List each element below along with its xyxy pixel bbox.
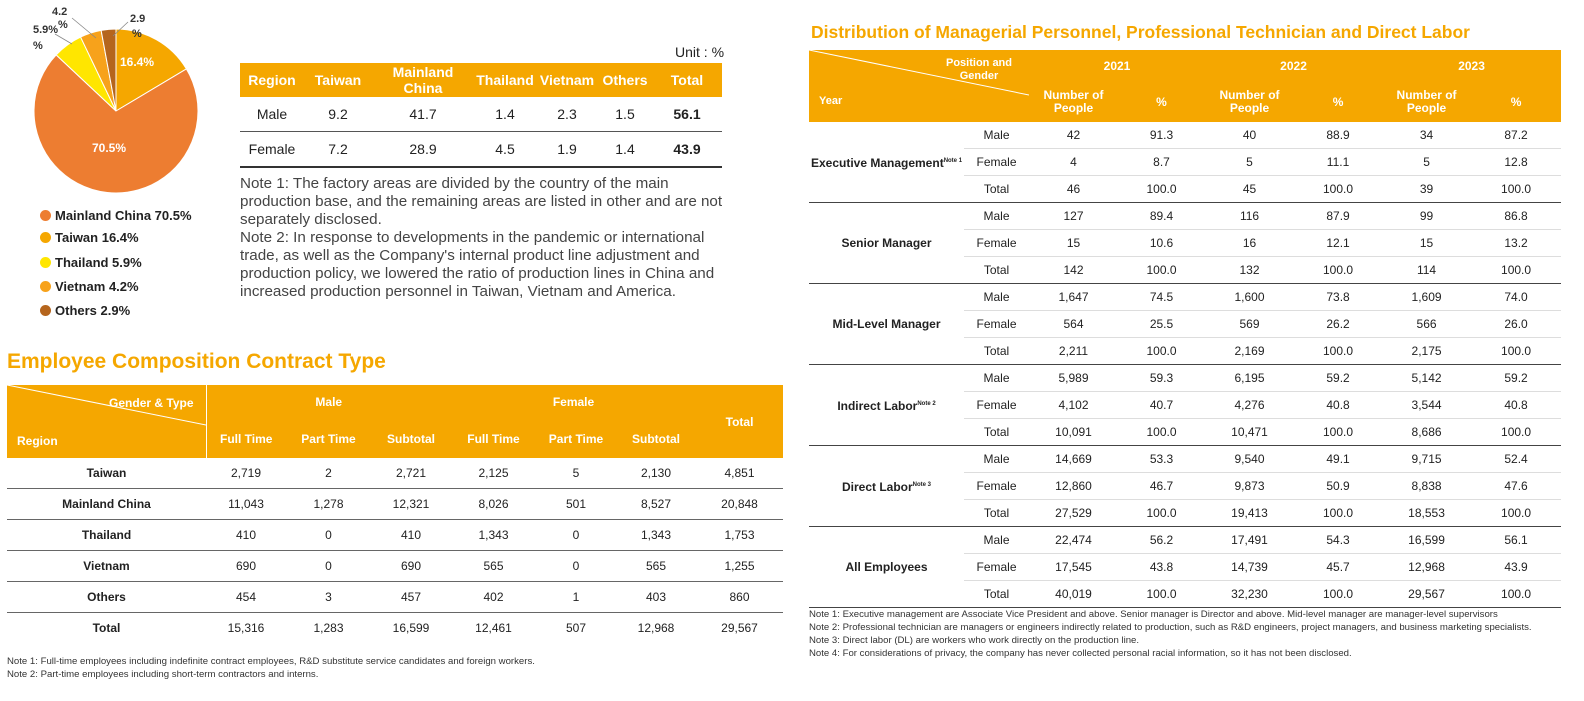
category-name: Executive Management	[810, 155, 944, 170]
table-cell: 1,753	[696, 520, 783, 551]
col-header: Thailand	[474, 63, 536, 97]
table-cell: 25.5	[1118, 311, 1205, 338]
table-cell: 56.1	[652, 97, 722, 132]
table-cell: 56.1	[1471, 527, 1561, 554]
table-header-row	[809, 50, 1561, 82]
legend-item-taiwan	[40, 230, 139, 245]
table-cell: 1.4	[598, 132, 652, 168]
table-cell: 100.0	[1118, 338, 1205, 365]
table-cell: 501	[536, 489, 616, 520]
sub-header: Subtotal	[616, 419, 696, 458]
table-cell: 87.2	[1471, 122, 1561, 149]
table-cell: 142	[1029, 257, 1118, 284]
table-cell: 5	[1382, 149, 1471, 176]
year-header: 2021	[1029, 50, 1205, 82]
sub-header: Number of People	[1382, 82, 1471, 122]
table-row	[7, 520, 783, 551]
table-row	[7, 551, 783, 582]
row-label: Total	[92, 621, 121, 635]
note: Note 1: Executive management are Associate Vice President and above. Senior manager is Director and above. Mid-level manager are manager-level supervisors	[809, 609, 1498, 620]
col-header: Mainland China	[372, 63, 474, 97]
contract-notes	[7, 655, 535, 681]
pie-label-thailand-unit: %	[33, 40, 43, 52]
managerial-notes	[809, 609, 1539, 661]
table-cell: 3,544	[1382, 392, 1471, 419]
gender-label: Total	[964, 257, 1029, 284]
sub-header: %	[1471, 82, 1561, 122]
table-cell: 91.3	[1118, 122, 1205, 149]
gender-label: Male	[964, 446, 1029, 473]
table-row	[809, 527, 1561, 554]
female-group-header: Female	[451, 385, 696, 419]
legend-dot	[40, 232, 51, 243]
table-cell: 0	[286, 520, 371, 551]
contract-type-table	[7, 385, 783, 643]
managerial-section-title: Distribution of Managerial Personnel, Professional Technician and Direct Labor	[811, 22, 1470, 42]
table-cell: 100.0	[1294, 419, 1382, 446]
region-notes	[240, 175, 730, 301]
col-header: Others	[598, 63, 652, 97]
col-header: Total	[652, 63, 722, 97]
table-cell: 45.7	[1294, 554, 1382, 581]
note-ref: Note 1	[943, 157, 963, 164]
region-gender-table	[240, 63, 722, 168]
table-cell: 100.0	[1118, 257, 1205, 284]
table-cell: 20,848	[696, 489, 783, 520]
table-cell: 16,599	[392, 621, 430, 635]
table-cell: 100.0	[1294, 338, 1382, 365]
table-cell: 2,719	[206, 458, 286, 489]
table-cell: 2.3	[536, 97, 598, 132]
table-cell: 16	[1205, 230, 1294, 257]
table-cell: 116	[1205, 203, 1294, 230]
table-cell: 99	[1382, 203, 1471, 230]
category-label	[809, 365, 964, 446]
table-cell: 564	[1029, 311, 1118, 338]
table-cell: 2,130	[616, 458, 696, 489]
category-name: Mid-Level Manager	[832, 316, 941, 331]
table-cell: 52.4	[1471, 446, 1561, 473]
legend-label: Others 2.9%	[55, 303, 131, 318]
table-cell: 1.9	[536, 132, 598, 168]
gender-label: Male	[964, 284, 1029, 311]
unit-label: Unit : %	[675, 44, 725, 60]
table-cell: 27,529	[1029, 500, 1118, 527]
table-cell: 26.0	[1471, 311, 1561, 338]
year-header: 2023	[1382, 50, 1561, 82]
table-cell: 32,230	[1205, 581, 1294, 608]
table-cell: 4,851	[696, 458, 783, 489]
category-name: Indirect Labor	[837, 398, 918, 413]
row-label: Others	[7, 582, 206, 613]
table-row	[7, 582, 783, 613]
table-row	[7, 613, 783, 644]
table-cell: 41.7	[372, 97, 474, 132]
table-cell: 43.8	[1118, 554, 1205, 581]
table-cell: 14,669	[1029, 446, 1118, 473]
table-cell: 40.8	[1471, 392, 1561, 419]
table-cell: 5	[1205, 149, 1294, 176]
table-cell: 12,968	[637, 621, 675, 635]
table-cell: 860	[696, 582, 783, 613]
table-cell: 100.0	[1471, 338, 1561, 365]
sub-header: Number of People	[1205, 82, 1294, 122]
category-label	[809, 446, 964, 527]
legend-dot	[40, 305, 51, 316]
table-cell: 1	[536, 582, 616, 613]
corner-header	[7, 385, 206, 458]
table-cell: 1.5	[598, 97, 652, 132]
gender-label: Total	[964, 419, 1029, 446]
table-cell: 114	[1382, 257, 1471, 284]
gender-label: Total	[964, 500, 1029, 527]
table-cell: 100.0	[1118, 176, 1205, 203]
table-cell: 34	[1382, 122, 1471, 149]
table-row	[240, 97, 722, 132]
table-cell: 132	[1205, 257, 1294, 284]
table-row	[809, 365, 1561, 392]
corner-top-label: Gender & Type	[109, 396, 194, 410]
table-cell: 1.4	[474, 97, 536, 132]
table-row	[809, 284, 1561, 311]
table-cell: 15	[1029, 230, 1118, 257]
table-cell: 14,739	[1205, 554, 1294, 581]
table-cell: 127	[1029, 203, 1118, 230]
legend-item-others	[40, 303, 130, 318]
table-cell: 3	[286, 582, 371, 613]
table-cell: 5,142	[1382, 365, 1471, 392]
table-cell: 1,609	[1382, 284, 1471, 311]
table-cell: 410	[206, 520, 286, 551]
table-cell: 690	[371, 551, 451, 582]
table-cell: 7.2	[304, 132, 372, 168]
table-cell: 4,276	[1205, 392, 1294, 419]
table-cell: 4	[1029, 149, 1118, 176]
table-cell: 2,125	[451, 458, 536, 489]
table-cell: 12,968	[1382, 554, 1471, 581]
table-cell: 45	[1205, 176, 1294, 203]
table-row	[809, 203, 1561, 230]
gender-label: Male	[964, 527, 1029, 554]
table-cell: 54.3	[1294, 527, 1382, 554]
note-ref: Note 3	[912, 481, 932, 488]
table-cell: 8,838	[1382, 473, 1471, 500]
col-header: Vietnam	[536, 63, 598, 97]
table-cell: 100.0	[1294, 500, 1382, 527]
table-cell: 46	[1029, 176, 1118, 203]
table-cell: 100.0	[1294, 581, 1382, 608]
table-cell: 2,169	[1205, 338, 1294, 365]
sub-header: Full Time	[206, 419, 286, 458]
table-cell: 9,873	[1205, 473, 1294, 500]
table-cell: 100.0	[1294, 176, 1382, 203]
table-cell: 10,471	[1205, 419, 1294, 446]
table-cell: 8,026	[451, 489, 536, 520]
legend-label: Mainland China 70.5%	[55, 208, 192, 223]
sub-header: Number of People	[1029, 82, 1118, 122]
legend-label: Thailand 5.9%	[55, 255, 142, 270]
table-cell: 100.0	[1294, 257, 1382, 284]
table-cell: 1,647	[1029, 284, 1118, 311]
corner-bottom-label: Year	[819, 95, 843, 107]
table-cell: 4.5	[474, 132, 536, 168]
legend-item-thailand	[40, 255, 142, 270]
table-cell: 59.2	[1294, 365, 1382, 392]
gender-label: Female	[964, 149, 1029, 176]
table-cell: 1,283	[313, 621, 344, 635]
table-cell: 19,413	[1205, 500, 1294, 527]
table-cell: 6,195	[1205, 365, 1294, 392]
table-cell: 49.1	[1294, 446, 1382, 473]
table-cell: 29,567	[1382, 581, 1471, 608]
table-cell: 402	[451, 582, 536, 613]
table-cell: 47.6	[1471, 473, 1561, 500]
sub-header: %	[1294, 82, 1382, 122]
row-label: Mainland China	[7, 489, 206, 520]
sub-header: Part Time	[286, 419, 371, 458]
table-cell: 100.0	[1471, 500, 1561, 527]
table-cell: 2,211	[1029, 338, 1118, 365]
table-cell: 5	[536, 458, 616, 489]
table-cell: 39	[1382, 176, 1471, 203]
note: Note 2: Professional technician are managers or engineers indirectly related to production, such as R&D engineers, project managers, and business marketing specialists.	[809, 622, 1532, 633]
table-cell: 73.8	[1294, 284, 1382, 311]
col-header: Taiwan	[304, 63, 372, 97]
table-cell: 86.8	[1471, 203, 1561, 230]
total-header: Total	[696, 385, 783, 458]
table-cell: Male	[240, 97, 304, 132]
table-cell: 13.2	[1471, 230, 1561, 257]
table-cell: 10.6	[1118, 230, 1205, 257]
table-header-row	[7, 385, 783, 419]
table-cell: 74.5	[1118, 284, 1205, 311]
table-cell: 11,043	[206, 489, 286, 520]
table-cell: 100.0	[1118, 419, 1205, 446]
table-cell: 565	[451, 551, 536, 582]
gender-label: Female	[964, 554, 1029, 581]
table-cell: 29,567	[721, 621, 758, 635]
category-label	[809, 203, 964, 284]
contract-section-title: Employee Composition Contract Type	[7, 350, 386, 373]
gender-label: Female	[964, 392, 1029, 419]
table-cell: 56.2	[1118, 527, 1205, 554]
note: Note 2: In response to developments in the pandemic or international trade, as well as the Company's internal product line adjustment and production policy, we lowered the ratio of production lines in China and increased production personnel in Taiwan, Vietnam and America.	[240, 229, 715, 300]
table-cell: 12,860	[1029, 473, 1118, 500]
corner-top-label: Position and Gender	[946, 57, 1012, 82]
category-label	[809, 122, 964, 203]
table-cell: 2,175	[1382, 338, 1471, 365]
note: Note 1: The factory areas are divided by the country of the main production base, and the remaining areas are listed in other and are not separately disclosed.	[240, 175, 723, 228]
table-cell: 12.8	[1471, 149, 1561, 176]
col-header: Region	[240, 63, 304, 97]
table-cell: 40.8	[1294, 392, 1382, 419]
gender-label: Male	[964, 203, 1029, 230]
table-cell: 565	[616, 551, 696, 582]
table-cell: 40.7	[1118, 392, 1205, 419]
table-cell: 26.2	[1294, 311, 1382, 338]
pie-label-taiwan: 16.4%	[119, 55, 155, 69]
legend-dot	[40, 210, 51, 221]
table-cell: 0	[536, 551, 616, 582]
pie-label-vietnam-unit: %	[58, 19, 68, 31]
table-cell: 100.0	[1471, 419, 1561, 446]
sub-header: Part Time	[536, 419, 616, 458]
gender-label: Female	[964, 473, 1029, 500]
table-cell: 4,102	[1029, 392, 1118, 419]
table-cell: 100.0	[1118, 581, 1205, 608]
table-cell: 100.0	[1471, 257, 1561, 284]
category-label	[809, 284, 964, 365]
table-cell: 16,599	[1382, 527, 1471, 554]
table-cell: 1,343	[451, 520, 536, 551]
pie-label-mainland: 70.5%	[91, 141, 127, 155]
table-row	[7, 489, 783, 520]
table-cell: 22,474	[1029, 527, 1118, 554]
table-cell: 9,540	[1205, 446, 1294, 473]
sub-header: Full Time	[451, 419, 536, 458]
table-cell: 74.0	[1471, 284, 1561, 311]
table-cell: 12.1	[1294, 230, 1382, 257]
table-cell: 0	[536, 520, 616, 551]
table-cell: 17,545	[1029, 554, 1118, 581]
category-label	[809, 527, 964, 608]
legend-item-vietnam	[40, 279, 139, 294]
table-cell: 403	[616, 582, 696, 613]
gender-label: Female	[964, 230, 1029, 257]
gender-label: Male	[964, 365, 1029, 392]
table-cell: 410	[371, 520, 451, 551]
table-cell: 43.9	[652, 132, 722, 168]
table-cell: 88.9	[1294, 122, 1382, 149]
table-header-row	[240, 63, 722, 97]
gender-label: Total	[964, 338, 1029, 365]
row-label: Vietnam	[7, 551, 206, 582]
legend-label: Taiwan 16.4%	[55, 230, 139, 245]
region-pie-chart	[0, 0, 240, 200]
table-cell: 690	[206, 551, 286, 582]
gender-label: Male	[964, 122, 1029, 149]
table-row	[240, 132, 722, 168]
gender-label: Total	[964, 581, 1029, 608]
corner-header	[809, 50, 1029, 122]
legend-dot	[40, 257, 51, 268]
table-cell: 100.0	[1471, 581, 1561, 608]
table-row	[809, 446, 1561, 473]
table-cell: 457	[371, 582, 451, 613]
pie-label-thailand: 5.9%	[33, 24, 59, 36]
table-cell: 0	[286, 551, 371, 582]
pie-label-others: 2.9	[130, 13, 146, 25]
gender-label: Total	[964, 176, 1029, 203]
table-cell: 43.9	[1471, 554, 1561, 581]
table-cell: 12,461	[475, 621, 512, 635]
row-label: Thailand	[7, 520, 206, 551]
note: Note 1: Full-time employees including indefinite contract employees, R&D substitute service candidates and foreign workers.	[7, 656, 535, 667]
table-cell: 40	[1205, 122, 1294, 149]
legend-dot	[40, 281, 51, 292]
table-cell: 59.2	[1471, 365, 1561, 392]
table-row	[809, 122, 1561, 149]
table-cell: 8,527	[616, 489, 696, 520]
note: Note 4: For considerations of privacy, the company has never collected personal racial information, so it has not been disclosed.	[809, 648, 1352, 659]
note-ref: Note 2	[917, 400, 936, 407]
table-cell: 87.9	[1294, 203, 1382, 230]
category-name: All Employees	[845, 559, 928, 574]
category-name: Direct Labor	[841, 479, 913, 494]
table-cell: 1,600	[1205, 284, 1294, 311]
table-cell: 566	[1382, 311, 1471, 338]
table-cell: 89.4	[1118, 203, 1205, 230]
table-cell: 8.7	[1118, 149, 1205, 176]
table-cell: 1,343	[616, 520, 696, 551]
table-cell: 9,715	[1382, 446, 1471, 473]
table-cell: 2	[286, 458, 371, 489]
row-label: Taiwan	[7, 458, 206, 489]
year-header: 2022	[1205, 50, 1382, 82]
pie-label-vietnam: 4.2	[52, 6, 68, 18]
table-cell: 1,278	[286, 489, 371, 520]
male-group-header: Male	[206, 385, 451, 419]
sub-header: %	[1118, 82, 1205, 122]
table-cell: 507	[565, 621, 587, 635]
table-cell: 28.9	[372, 132, 474, 168]
table-cell: 569	[1205, 311, 1294, 338]
table-cell: 2,721	[371, 458, 451, 489]
table-cell: 15	[1382, 230, 1471, 257]
table-cell: 40,019	[1029, 581, 1118, 608]
table-cell: 100.0	[1471, 176, 1561, 203]
category-name: Senior Manager	[841, 235, 932, 250]
table-cell: 100.0	[1118, 500, 1205, 527]
table-cell: Female	[240, 132, 304, 168]
sub-header: Subtotal	[371, 419, 451, 458]
table-cell: 5,989	[1029, 365, 1118, 392]
legend-label: Vietnam 4.2%	[55, 279, 139, 294]
table-cell: 42	[1029, 122, 1118, 149]
table-cell: 1,255	[696, 551, 783, 582]
table-cell: 15,316	[227, 621, 265, 635]
gender-label: Female	[964, 311, 1029, 338]
table-cell: 50.9	[1294, 473, 1382, 500]
table-cell: 11.1	[1294, 149, 1382, 176]
table-cell: 17,491	[1205, 527, 1294, 554]
corner-bottom-label: Region	[17, 434, 58, 448]
managerial-distribution-table	[809, 50, 1561, 608]
table-cell: 454	[206, 582, 286, 613]
table-cell: 10,091	[1029, 419, 1118, 446]
note: Note 3: Direct labor (DL) are workers who work directly on the production line.	[809, 635, 1140, 646]
table-cell: 46.7	[1118, 473, 1205, 500]
table-cell: 18,553	[1382, 500, 1471, 527]
table-row	[7, 458, 783, 489]
legend-item-mainland	[40, 208, 192, 223]
table-cell: 12,321	[371, 489, 451, 520]
pie-label-others-unit: %	[132, 28, 142, 40]
table-cell: 9.2	[304, 97, 372, 132]
note: Note 2: Part-time employees including short-term contractors and interns.	[7, 669, 319, 680]
table-cell: 59.3	[1118, 365, 1205, 392]
table-cell: 53.3	[1118, 446, 1205, 473]
table-cell: 8,686	[1382, 419, 1471, 446]
